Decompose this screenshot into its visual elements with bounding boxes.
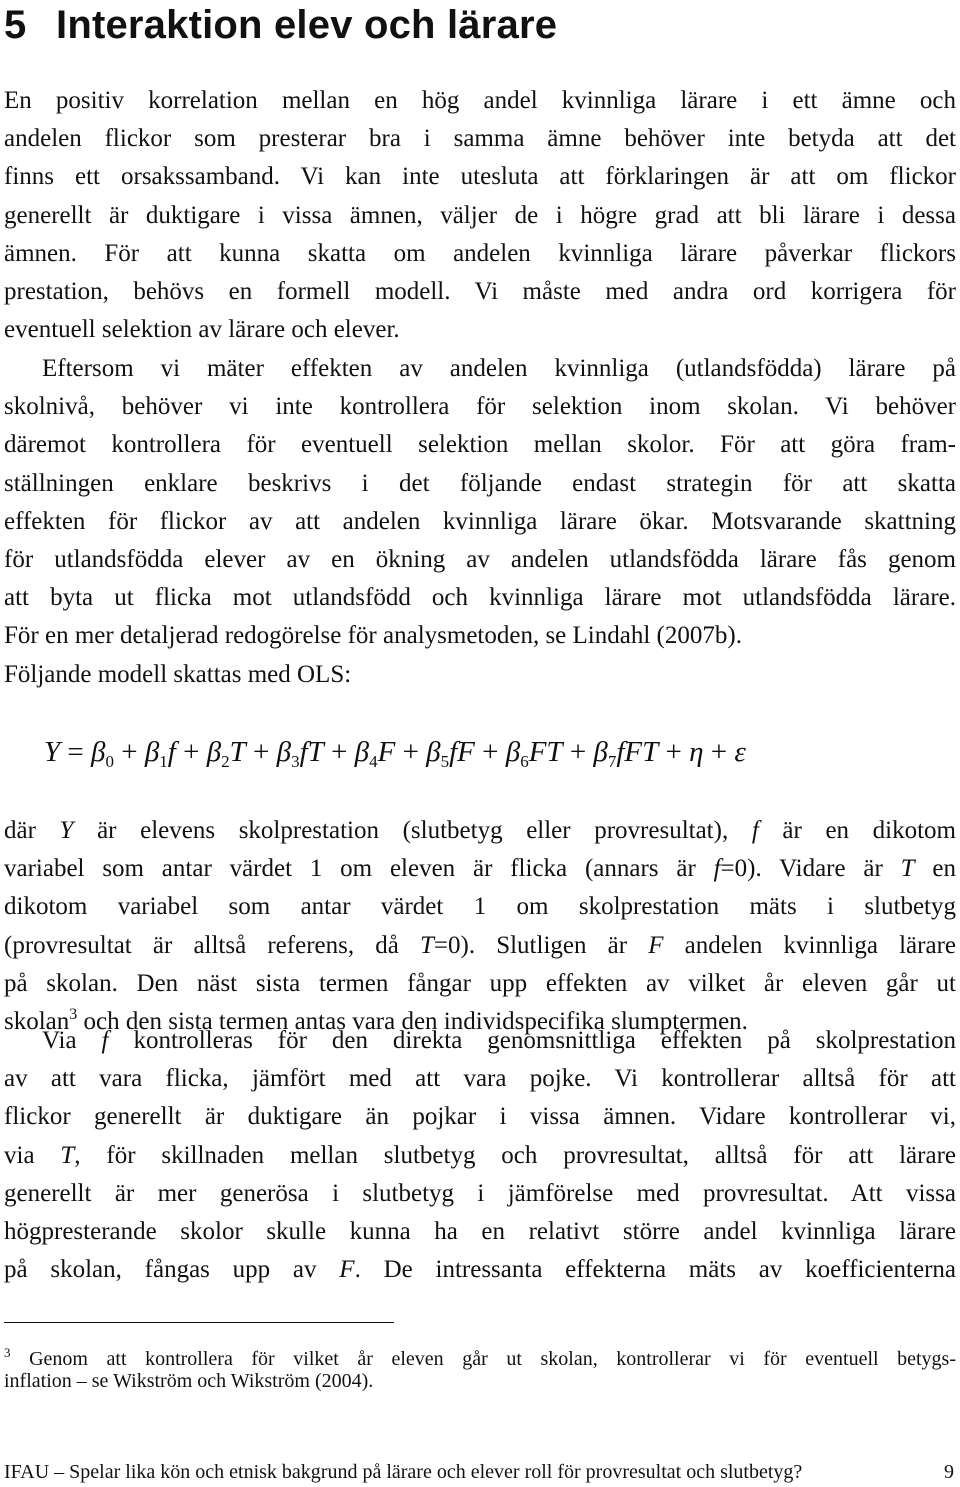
footnote-number: 3 [4, 1345, 11, 1360]
var-f: f [101, 1027, 109, 1054]
plus: + [402, 736, 419, 768]
text-line: prestation, behövs en formell modell. Vi måste med andra ord korrigera för [4, 277, 956, 305]
section-heading [4, 2, 557, 48]
text-line: andelen flickor som presterar bra i samma ämne behöver inte betyda att det [4, 125, 956, 153]
text-line: på skolan. Den näst sista termen fångar upp effekten av vilket år eleven går ut [4, 969, 956, 997]
text: och den sista termen antas vara den individspecifika slumptermen. [77, 1007, 748, 1035]
plus: + [253, 736, 270, 768]
beta: β [206, 736, 222, 768]
text: . De intressanta effekterna mäts av koefficienterna [354, 1256, 956, 1284]
section-number: 5 [4, 3, 27, 47]
text-line: dikotom variabel som antar värdet 1 om skolprestation mäts i slutbetyg [4, 893, 956, 921]
var-fT: fT [299, 736, 324, 768]
subscript: 5 [440, 752, 450, 771]
text: skolan [4, 1007, 70, 1035]
page-number: 9 [944, 1461, 954, 1483]
plus: + [482, 736, 499, 768]
text: (provresultat är alltså referens, då [4, 931, 420, 959]
subscript: 4 [369, 752, 378, 771]
plus: + [569, 736, 587, 768]
eq-sign: = [67, 736, 84, 768]
text-line [4, 1251, 956, 1289]
text-line: av att vara flicka, jämfört med att vara pojke. Vi kontrollerar alltså för att [4, 1065, 956, 1093]
text: variabel som antar värdet 1 om eleven är flicka (annars är [4, 855, 714, 883]
subscript: 1 [159, 752, 168, 771]
text-line: att byta ut flicka mot utlandsfödd och kvinnliga lärare mot utlandsfödda lärare. [4, 584, 956, 612]
var-Y: Y [44, 736, 61, 768]
text-line: eventuell selektion av lärare och elever. [4, 316, 400, 344]
var-Y: Y [59, 817, 74, 844]
footnote-line [4, 1338, 956, 1370]
var-T: T [229, 736, 246, 768]
text: är en dikotom [758, 817, 956, 844]
text-line [4, 812, 956, 850]
footnote-ref[interactable]: 3 [69, 1005, 78, 1023]
text-line: skolnivå, behöver vi inte kontrollera för selektion inom skolan. Vi behöver [4, 393, 956, 421]
paragraph-2 [4, 350, 956, 694]
text-line: Följande modell skattas med OLS: [4, 660, 352, 688]
regression-equation [44, 730, 944, 784]
beta: β [505, 736, 521, 768]
text-line: däremot kontrollera för eventuell selektion mellan skolor. För att göra fram- [4, 431, 956, 459]
footnote-line: inflation – se Wikström och Wikström (2004). [4, 1370, 374, 1392]
page-footer [4, 1460, 954, 1484]
text: på skolan, fångas upp av [4, 1256, 340, 1284]
beta: β [354, 736, 370, 768]
section-title: Interaktion elev och lärare [56, 3, 558, 47]
text-line: högpresterande skolor skulle kunna ha en relativt större andel kvinnliga lärare [4, 1217, 956, 1245]
text: =0). Vidare är [720, 855, 901, 883]
beta: β [276, 736, 292, 768]
subscript: 2 [221, 752, 230, 771]
footnote-text: Genom att kontrollera för vilket år eleven går ut skolan, kontrollerar vi för eventuell betygs- [29, 1348, 956, 1370]
subscript: 7 [607, 752, 617, 771]
text-line: ämnen. För att kunna skatta om andelen kvinnliga lärare påverkar flickors [4, 239, 956, 267]
var-f: f [713, 855, 721, 883]
text-line [4, 850, 956, 888]
subscript: 6 [520, 752, 529, 771]
text: andelen kvinnliga lärare [663, 931, 956, 959]
text: =0). Slutligen är [433, 931, 649, 959]
paragraph-4 [4, 1022, 956, 1289]
var-f: f [751, 817, 759, 844]
text: är elevens skolprestation (slutbetyg eller provresultat), [73, 817, 752, 844]
beta: β [144, 736, 160, 768]
text: en [914, 855, 956, 883]
text-line [4, 1022, 956, 1060]
subscript: 0 [105, 752, 114, 771]
text-line: En positiv korrelation mellan en hög andel kvinnliga lärare i ett ämne och [4, 87, 956, 114]
plus: + [121, 736, 138, 768]
text: Via [42, 1027, 102, 1054]
epsilon: ε [734, 736, 746, 768]
text-line: För en mer detaljerad redogörelse för analysmetoden, se Lindahl (2007b). [4, 622, 742, 650]
text: kontrolleras för den direkta genomsnittliga effekten på skolprestation [108, 1027, 956, 1054]
text-line: finns ett orsakssamband. Vi kan inte utesluta att förklaringen är att om flickor [4, 163, 956, 191]
plus: + [665, 736, 682, 768]
text-line: generellt är duktigare i vissa ämnen, väljer de i högre grad att bli lärare i dessa [4, 201, 956, 229]
var-T: T [900, 855, 915, 883]
text-line: ställningen enklare beskrivs i det följande endast strategin för att skatta [4, 469, 956, 497]
text-line: flickor generellt är duktigare än pojkar i vissa ämnen. Vidare kontrollerar vi, [4, 1103, 956, 1131]
plus: + [331, 736, 348, 768]
text-line: effekten för flickor av att andelen kvinnliga lärare ökar. Motsvarande skattning [4, 507, 956, 535]
footnote-divider [4, 1322, 394, 1323]
var-fFT: fFT [616, 736, 659, 768]
var-F: F [377, 736, 396, 768]
plus: + [183, 736, 200, 768]
var-T: T [419, 931, 434, 959]
var-f: f [167, 736, 176, 768]
beta: β [91, 736, 106, 768]
beta: β [426, 736, 441, 768]
subscript: 3 [291, 752, 300, 771]
var-FT: FT [528, 736, 563, 768]
text-line [4, 927, 956, 965]
var-fF: fF [449, 736, 475, 768]
beta: β [593, 736, 608, 768]
text-line: generellt är mer generösa i slutbetyg i jämförelse med provresultat. Att vissa [4, 1179, 956, 1207]
footnote [4, 1338, 956, 1396]
paragraph-1 [4, 82, 956, 349]
paragraph-3 [4, 812, 956, 1041]
text: via [4, 1141, 61, 1169]
var-T: T [60, 1141, 75, 1169]
text-line: Eftersom vi mäter effekten av andelen kvinnliga (utlandsfödda) lärare på [42, 355, 956, 382]
text-line: för utlandsfödda elever av en ökning av andelen utlandsfödda lärare fås genom [4, 545, 956, 573]
var-F: F [648, 931, 664, 959]
footer-text: IFAU – Spelar lika kön och etnisk bakgrund på lärare och elever roll för provresultat och slutbetyg? [4, 1461, 803, 1483]
text: där [4, 817, 60, 844]
plus: + [710, 736, 728, 768]
var-F: F [339, 1256, 355, 1284]
text-line [4, 1137, 956, 1175]
eta: η [689, 736, 704, 768]
text: , för skillnaden mellan slutbetyg och provresultat, alltså för att lärare [74, 1141, 956, 1169]
